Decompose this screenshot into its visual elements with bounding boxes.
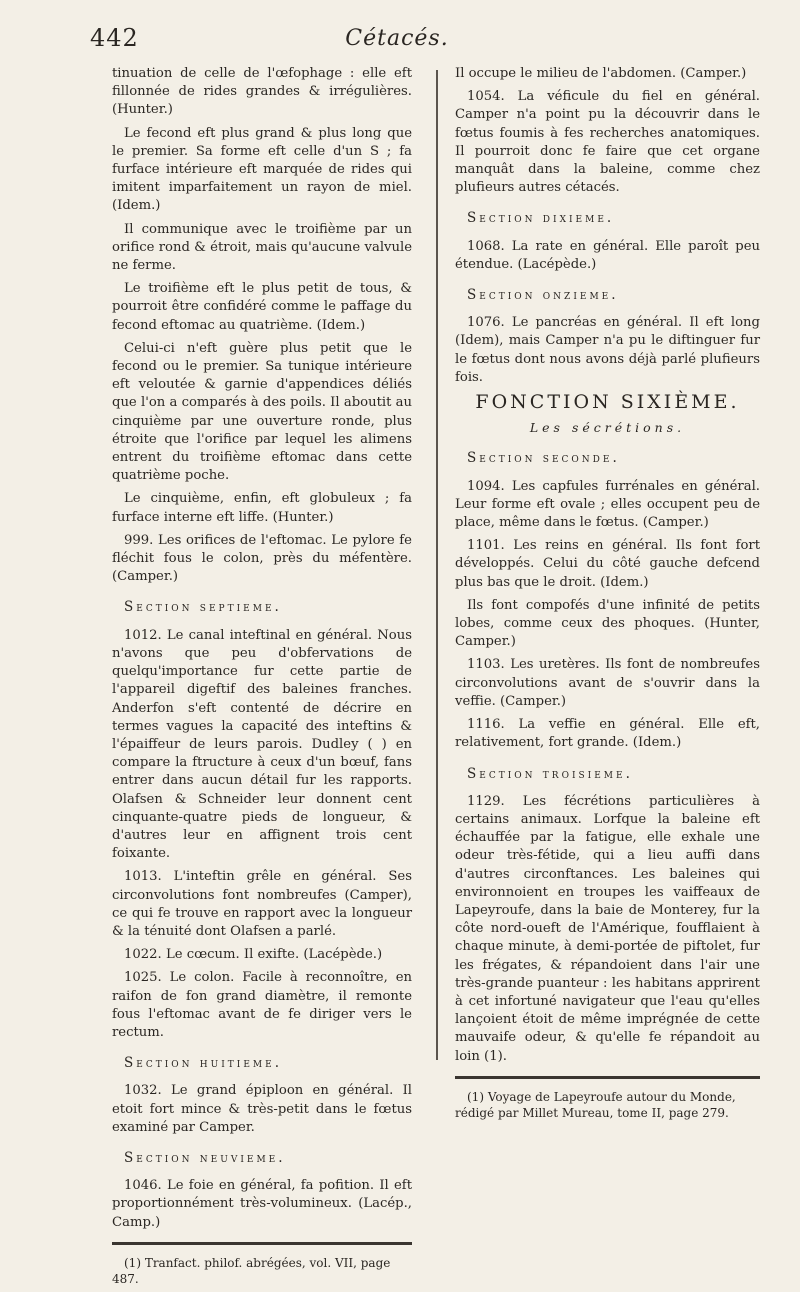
paragraph: 1101. Les reins en général. Ils font fort développés. Celui du côté gauche defcend plus bas que le droit. (Idem.) [455,538,760,590]
paragraph: 1013. L'inteftin grêle en général. Ses circonvolutions font nombreufes (Camper), ce qui fe trouve en rapport avec la longueur & la ténuité dont Olafsen a parlé. [112,869,412,939]
footnote: (1) Tranfact. philof. abrégées, vol. VII, page 487. [112,1255,391,1286]
paragraph: 1022. Le cœcum. Il exifte. (Lacépède.) [124,947,383,963]
column-divider [436,70,438,1060]
paragraph: 1129. Les fécrétions particulières à certains animaux. Lorfque la baleine eft échauffée par la fatigue, elle exhale une odeur très-fétide, qui a lieu auffi dans d'autres circonftances. Les baleines qui environnoient en troupes les vaiffeaux de Lapeyroufe, dans la baie de Monterey, fur la côte nord-oueft de l'Amérique, foufflaient à chaque minute, à demi-portée de piftolet, fur les frégates, & répandoient dans l'air une très-grande puanteur : les habitans apprirent à cet infortuné navigateur que l'eau qu'elles lançoient étoit de même imprégnée de cette mauvaife odeur, & qu'elle fe répandoit au loin (1). [455,793,760,1064]
section-heading: Section septieme. [124,599,282,616]
paragraph: 1046. Le foie en général, fa pofition. Il eft proportionnément très-volumineux. (Lacép., Camp.) [112,1178,412,1230]
paragraph: Celui-ci n'eft guère plus petit que le fecond ou le premier. Sa tunique intérieure eft veloutée & garnie d'appendices déliés que l'on a comparés à des poils. Il aboutit au cinquième par une ouverture ronde, plus étroite que l'orifice par lequel les alimens entrent du troifième eftomac dans cette quatrième poche. [112,340,412,484]
paragraph: 1054. La véficule du fiel en général. Camper n'a point pu la découvrir dans le fœtus foumis à fes recherches anatomiques. Il pourroit donc fe faire que cet organe manquât dans la baleine, comme chez plufieurs autres cétacés. [455,89,760,196]
paragraph: tinuation de celle de l'œfophage : elle eft fillonnée de rides grandes & irrégulières. (Hunter.) [112,66,412,118]
paragraph: 1068. La rate en général. Elle paroît peu étendue. (Lacépède.) [455,238,760,272]
section-heading: Section huitieme. [124,1055,283,1072]
section-heading: Section onzieme. [467,287,619,304]
right-column [455,65,760,1126]
page-number: 442 [90,24,139,52]
footnote: (1) Voyage de Lapeyroufe autour du Monde, rédigé par Millet Mureau, tome II, page 279. [455,1089,736,1120]
subheading: Les sécrétions. [529,420,686,436]
section-heading: Section neuvieme. [124,1149,286,1166]
paragraph: Il occupe le milieu de l'abdomen. (Camper.) [455,66,747,81]
paragraph: Ils font compofés d'une infinité de petits lobes, comme ceux des phoques. (Hunter, Camper.) [455,597,760,650]
paragraph: 1032. Le grand épiploon en général. Il etoit fort mince & très-petit dans le fœtus examiné par Camper. [112,1083,412,1135]
paragraph: 1025. Le colon. Facile à reconnoître, en raifon de fon grand diamètre, il remonte fous l'eftomac avant de fe diriger vers le rectum. [112,970,412,1040]
paragraph: Le fecond eft plus grand & plus long que le premier. Sa forme eft celle d'un S ; fa furface intérieure eft marquée de rides qui imitent imparfaitement un rayon de miel. (Idem.) [112,125,412,214]
section-heading: Section troisieme. [467,765,633,782]
paragraph: 1103. Les uretères. Ils font de nombreufes circonvolutions avant de s'ouvrir dans la veffie. (Camper.) [455,657,760,709]
section-heading: Section seconde. [467,450,620,467]
paragraph: 1094. Les capfules furrénales en général. Leur forme eft ovale ; elles occupent peu de place, même dans le fœtus. (Camper.) [455,478,760,531]
section-heading: Section dixieme. [467,210,615,227]
paragraph: 1076. Le pancréas en général. Il eft long (Idem), mais Camper n'a pu le diftinguer fur le fœtus dont nous avons déjà parlé plufieurs fois. [455,315,760,385]
paragraph: Il communique avec le troifième par un orifice rond & étroit, mais qu'aucune valvule ne ferme. [112,221,412,274]
function-heading: FONCTION SIXIÈME. [475,391,740,414]
page-header [90,24,704,60]
running-head: Cétacés. [345,26,449,51]
paragraph: Le cinquième, enfin, eft globuleux ; fa furface interne eft liffe. (Hunter.) [112,491,412,525]
paragraph: 1116. La veffie en général. Elle eft, relativement, fort grande. (Idem.) [455,717,760,751]
footnote-rule [455,1076,760,1089]
footnote-rule [112,1242,412,1255]
paragraph: 999. Les orifices de l'eftomac. Le pylore fe fléchit fous le colon, près du méfentère. (Camper.) [112,532,412,585]
paragraph: 1012. Le canal inteftinal en général. Nous n'avons que peu d'obfervations de quelqu'importance fur cette partie de l'appareil digeftif des baleines franches. Anderfon s'eft contenté de décrire en termes vagues la capacité des inteftins & l'épaiffeur de leurs parois. Dudley ( ) en compare la ftructure à ceux d'un bœuf, fans entrer dans aucun détail fur les rapports. Olafsen & Schneider leur donnent cent cinquante-quatre pieds de longueur, & d'autres leur en affignent trois cent foixante. [112,627,412,862]
left-column [112,65,412,1292]
paragraph: Le troifième eft le plus petit de tous, & pourroit être confidéré comme le paffage du fecond eftomac au quatrième. (Idem.) [112,281,412,333]
